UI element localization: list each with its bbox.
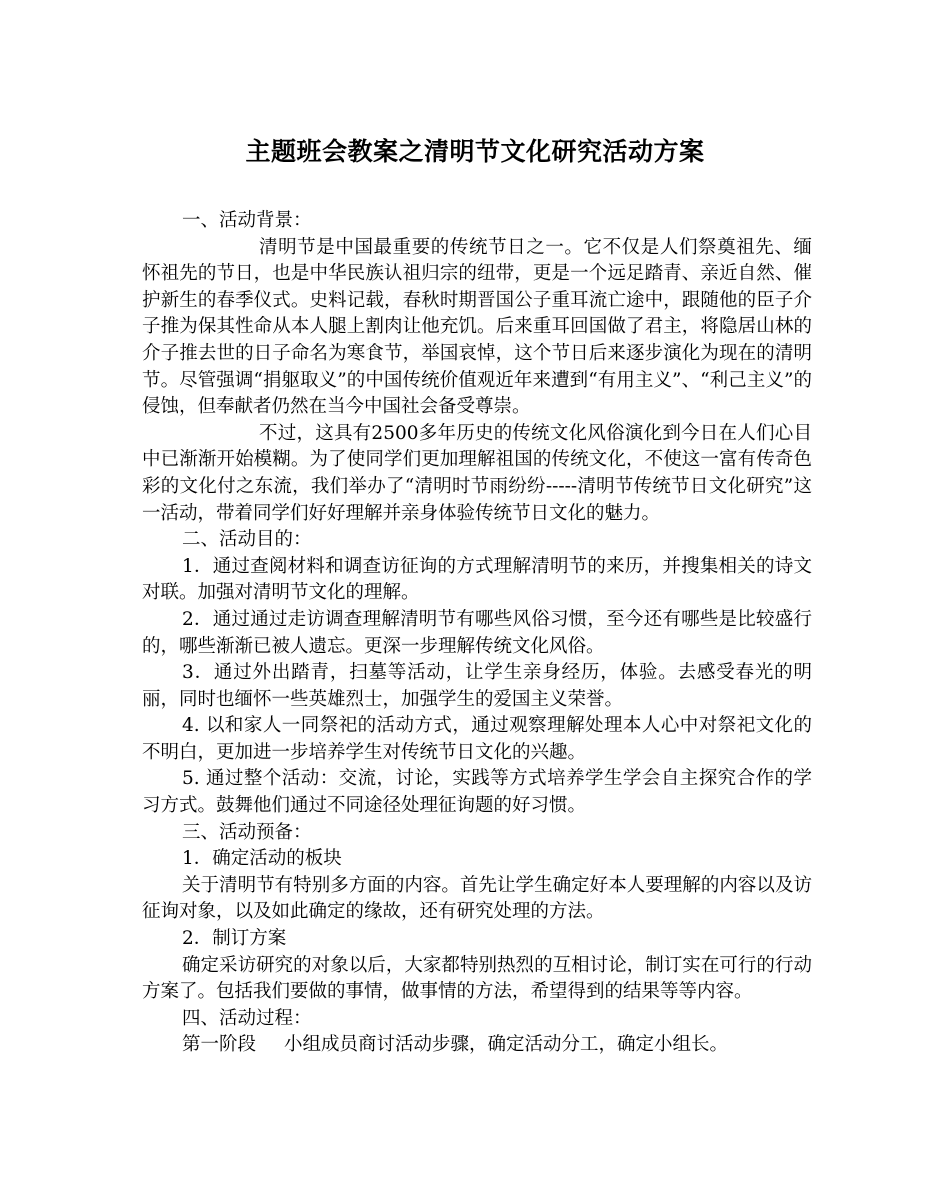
stage-1-text: 小组成员商讨活动步骤，确定活动分工，确定小组长。 [284, 1034, 729, 1056]
goal-item-1: 1．通过查阅材料和调查访征询的方式理解清明节的来历，并搜集相关的诗文对联。加强对清明节文化的理解。 [142, 555, 812, 604]
preparation-subheading-2: 2．制订方案 [182, 928, 287, 950]
background-paragraph-2: 不过，这具有2500多年历史的传统文化风俗演化到今日在人们心目中已渐渐开始模糊。为了使同学们更加理解祖国的传统文化，不使这一富有传奇色彩的文化付之东流，我们举办了“清明时节雨纷纷-----清明节传统节日文化研究”这一活动，带着同学们好好理解并亲身体验传统节日文化的魅力。 [142, 422, 812, 524]
goal-item-2: 2．通过通过走访调查理解清明节有哪些风俗习惯，至今还有哪些是比较盛行的，哪些渐渐已被人遗忘。更深一步理解传统文化风俗。 [142, 608, 812, 657]
document-body [142, 208, 812, 1059]
stage-1-label: 第一阶段 [182, 1034, 257, 1056]
preparation-paragraph-2: 确定采访研究的对象以后，大家都特别热烈的互相讨论，制订实在可行的行动方案了。包括我们要做的事情，做事情的方法，希望得到的结果等等内容。 [142, 954, 812, 1003]
background-paragraph-1: 清明节是中国最重要的传统节日之一。它不仅是人们祭奠祖先、缅怀祖先的节日，也是中华民族认祖归宗的纽带，更是一个远足踏青、亲近自然、催护新生的春季仪式。史料记载，春秋时期晋国公子重耳流亡途中，跟随他的臣子介子推为保其性命从本人腿上割肉让他充饥。后来重耳回国做了君主，将隐居山林的介子推去世的日子命名为寒食节，举国哀悼，这个节日后来逐步演化为现在的清明节。尽管强调“捐躯取义”的中国传统价值观近年来遭到“有用主义”、“利己主义”的侵蚀，但奉献者仍然在当今中国社会备受尊崇。 [142, 236, 812, 418]
goal-item-5: 5. 通过整个活动：交流，讨论，实践等方式培养学生学会自主探究合作的学习方式。鼓舞他们通过不同途径处理征询题的好习惯。 [142, 768, 812, 817]
goal-item-4: 4. 以和家人一同祭祀的活动方式，通过观察理解处理本人心中对祭祀文化的不明白，更加进一步培养学生对传统节日文化的兴趣。 [142, 715, 812, 763]
section-heading-preparation: 三、活动预备： [182, 821, 312, 843]
section-heading-goals: 二、活动目的： [182, 529, 312, 551]
preparation-subheading-1: 1．确定活动的板块 [182, 848, 342, 870]
goal-item-3: 3．通过外出踏青，扫墓等活动，让学生亲身经历，体验。去感受春光的明丽，同时也缅怀一些英雄烈士，加强学生的爱国主义荣誉。 [142, 662, 812, 710]
document-title: 主题班会教案之清明节文化研究活动方案 [245, 137, 705, 166]
section-heading-background: 一、活动背景： [182, 210, 312, 231]
section-heading-process: 四、活动过程： [182, 1007, 312, 1029]
preparation-paragraph-1: 关于清明节有特别多方面的内容。首先让学生确定好本人要理解的内容以及访征询对象，以及如此确定的缘故，还有研究处理的方法。 [142, 874, 812, 923]
process-stage-1 [142, 1032, 812, 1059]
